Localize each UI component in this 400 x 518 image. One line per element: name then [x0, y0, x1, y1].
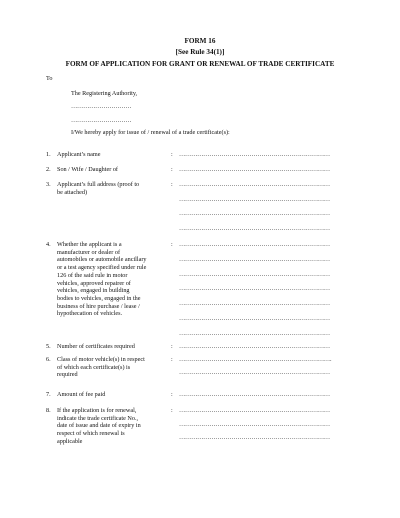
item-answer-field[interactable]: ………………………………………………………………… [179, 241, 330, 248]
item-answer-field[interactable]: ………………………………………………………………… [179, 166, 330, 173]
item-colon: : [171, 241, 173, 248]
item-label-line: date of issue and date of expiry in [57, 422, 141, 430]
address-line-1[interactable]: ………………………… [71, 103, 132, 110]
item-number: 2. [46, 166, 51, 173]
item-answer-field[interactable]: ………………………………………………………………… [179, 224, 330, 232]
item-label-line: automobiles or automobile ancillary [57, 256, 147, 264]
item-number: 3. [46, 181, 51, 188]
item-label-line: If the application is for renewal, [57, 407, 137, 414]
form-rule: [See Rule 34(1)] [175, 48, 225, 56]
item-label-line: bodies to vehicles, engaged in the [57, 294, 141, 302]
address-line-2[interactable]: ………………………… [71, 117, 132, 124]
item-answer-field[interactable]: ………………………………………………………………… [179, 434, 330, 441]
item-label-line: Amount of fee paid [57, 391, 106, 398]
item-answer-field[interactable]: ………………………………………………………………… [179, 420, 330, 428]
item-answer-field[interactable]: ………………………………………………………………… [179, 300, 330, 308]
item-answer-field[interactable]: …………………………………………………………………. [179, 356, 332, 363]
item-label-line: or a test agency specified under rule [57, 264, 147, 272]
item-label-line: vehicles, approved repairer of [57, 279, 131, 287]
item-answer-field[interactable]: ………………………………………………………………… [179, 270, 330, 278]
item-answer-field[interactable]: ………………………………………………………………… [179, 195, 330, 203]
item-answer-field[interactable]: ………………………………………………………………… [179, 285, 330, 293]
item-label-line: manufacturer or dealer of [57, 248, 121, 256]
item-label-line: Number of certificates required [57, 343, 135, 350]
item-colon: : [171, 181, 173, 188]
item-colon: : [171, 343, 173, 350]
application-intro: I/We hereby apply for issue of / renewal of a trade certificate(s): [71, 129, 230, 136]
item-colon: : [171, 407, 173, 414]
item-label-line: indicate the trade certificate No., [57, 414, 139, 422]
item-answer-field[interactable]: ………………………………………………………………… [179, 391, 330, 398]
item-answer-field[interactable]: ………………………………………………………………… [179, 315, 330, 322]
item-colon: : [171, 151, 173, 158]
form-title: FORM 16 [184, 37, 216, 45]
item-colon: : [171, 166, 173, 173]
address-to: To [46, 75, 53, 82]
item-answer-field[interactable]: ………………………………………………………………… [179, 369, 330, 376]
item-label-line: Applicant’s name [57, 151, 101, 158]
item-answer-field[interactable]: ………………………………………………………………… [179, 181, 330, 188]
item-answer-field[interactable]: ………………………………………………………………… [179, 255, 330, 263]
item-label-line: Class of motor vehicle(s) in respect [57, 356, 145, 363]
item-number: 4. [46, 241, 51, 248]
item-colon: : [171, 356, 173, 363]
address-authority: The Registering Authority, [71, 90, 138, 97]
item-label-line: 126 of the said rule in motor [57, 271, 128, 279]
item-label-line: of which each certificate(s) is [57, 363, 131, 371]
item-number: 5. [46, 343, 51, 350]
item-label-line: required [57, 371, 78, 379]
item-label-line: Applicant’s full address (proof to [57, 181, 140, 188]
item-answer-field[interactable]: ………………………………………………………………… [179, 151, 330, 158]
item-label-line: Son / Wife / Daughter of [57, 166, 118, 173]
item-number: 6. [46, 356, 51, 363]
item-label-line: vehicles, engaged in building [57, 287, 130, 295]
form-subtitle: FORM OF APPLICATION FOR GRANT OR RENEWAL OF TRADE CERTIFICATE [65, 60, 335, 68]
item-label-line: business of hire purchase / lease / [57, 302, 140, 310]
item-label-line: respect of which renewal is [57, 430, 125, 438]
item-label-line: applicable [57, 437, 83, 445]
item-number: 1. [46, 151, 51, 158]
item-number: 7. [46, 391, 51, 398]
item-answer-field[interactable]: ………………………………………………………………… [179, 329, 330, 337]
item-label-line: be attached) [57, 188, 88, 196]
item-answer-field[interactable]: ………………………………………………………………… [179, 343, 330, 350]
item-label-line: Whether the applicant is a [57, 241, 122, 248]
item-colon: : [171, 391, 173, 398]
item-label-line: hypothecation of vehicles. [57, 310, 123, 318]
item-answer-field[interactable]: ………………………………………………………………… [179, 210, 330, 217]
item-answer-field[interactable]: ………………………………………………………………… [179, 407, 330, 414]
item-number: 8. [46, 407, 51, 414]
